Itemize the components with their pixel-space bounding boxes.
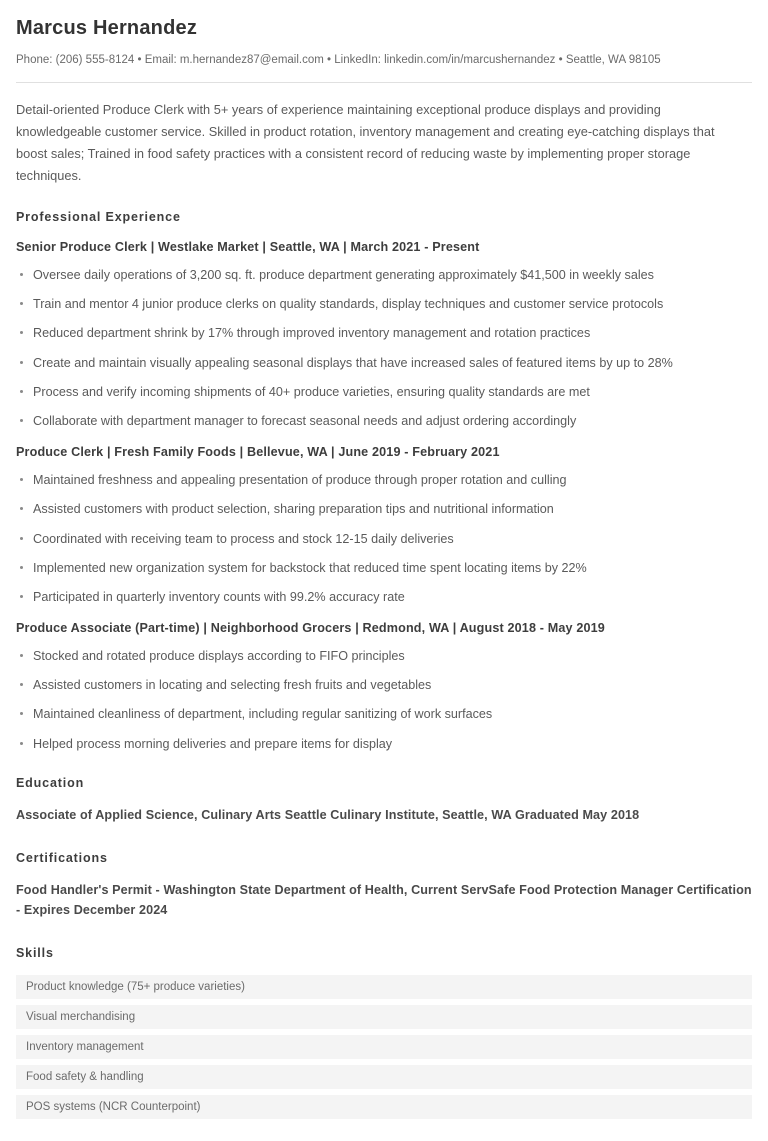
header-divider — [16, 82, 752, 83]
job-bullet: Stocked and rotated produce displays according to FIFO principles — [16, 647, 752, 665]
professional-summary: Detail-oriented Produce Clerk with 5+ years of experience maintaining exceptional produce displays and providing knowledgeable customer service. Skilled in product rotation, inventory management and creating eye-catching displays that boost sales; Trained in food safety practices with a consistent record of reducing waste by implementing proper storage techniques. — [16, 102, 715, 184]
job-title: Produce Associate (Part-time) | Neighborhood Grocers | Redmond, WA | August 2018 - May 2019 — [16, 621, 605, 636]
job-bullet: Maintained freshness and appealing presentation of produce through proper rotation and culling — [16, 471, 752, 489]
certifications-entry: Food Handler's Permit - Washington State Department of Health, Current ServSafe Food Protection Manager Certification - Expires December 2024 — [16, 882, 752, 918]
section-skills — [16, 945, 752, 1119]
job-title: Senior Produce Clerk | Westlake Market | Seattle, WA | March 2021 - Present — [16, 240, 480, 255]
skills-list — [16, 975, 752, 1119]
section-education — [16, 775, 752, 826]
job-bullet: Train and mentor 4 junior produce clerks on quality standards, display techniques and customer service protocols — [16, 295, 752, 313]
section-heading-experience: Professional Experience — [16, 210, 181, 225]
contact-info: Phone: (206) 555-8124 • Email: m.hernandez87@email.com • LinkedIn: linkedin.com/in/marcushernandez • Seattle, WA 98105 — [16, 54, 661, 66]
skill-item: Visual merchandising — [16, 1005, 752, 1029]
section-professional-experience — [16, 209, 752, 753]
page-title: Marcus Hernandez — [16, 17, 198, 39]
job-bullet: Process and verify incoming shipments of 40+ produce varieties, ensuring quality standards are met — [16, 383, 752, 401]
job-title: Produce Clerk | Fresh Family Foods | Bellevue, WA | June 2019 - February 2021 — [16, 445, 500, 460]
experience-entry — [16, 444, 752, 606]
job-bullet: Participated in quarterly inventory counts with 99.2% accuracy rate — [16, 588, 752, 606]
job-bullet: Assisted customers in locating and selecting fresh fruits and vegetables — [16, 676, 752, 694]
section-heading-skills: Skills — [16, 945, 54, 960]
experience-entry — [16, 620, 752, 753]
job-bullet: Maintained cleanliness of department, including regular sanitizing of work surfaces — [16, 705, 752, 723]
section-heading-education: Education — [16, 775, 85, 790]
job-bullet-list — [16, 471, 752, 606]
skill-item: Product knowledge (75+ produce varieties) — [16, 975, 752, 999]
job-bullet-list — [16, 647, 752, 753]
skill-item: POS systems (NCR Counterpoint) — [16, 1095, 752, 1119]
job-bullet: Assisted customers with product selection, sharing preparation tips and nutritional information — [16, 500, 752, 518]
job-bullet-list — [16, 266, 752, 431]
job-bullet: Helped process morning deliveries and prepare items for display — [16, 735, 752, 753]
section-certifications — [16, 850, 752, 921]
experience-entry — [16, 239, 752, 430]
job-bullet: Collaborate with department manager to forecast seasonal needs and adjust ordering accordingly — [16, 412, 752, 430]
job-bullet: Reduced department shrink by 17% through improved inventory management and rotation practices — [16, 324, 752, 342]
job-bullet: Create and maintain visually appealing seasonal displays that have increased sales of featured items by up to 28% — [16, 354, 752, 372]
skill-item: Food safety & handling — [16, 1065, 752, 1089]
job-bullet: Oversee daily operations of 3,200 sq. ft. produce department generating approximately $41,500 in weekly sales — [16, 266, 752, 284]
education-entry: Associate of Applied Science, Culinary Arts Seattle Culinary Institute, Seattle, WA Graduated May 2018 — [16, 808, 640, 823]
section-heading-certifications: Certifications — [16, 850, 108, 865]
job-bullet: Implemented new organization system for backstock that reduced time spent locating items by 22% — [16, 559, 752, 577]
job-bullet: Coordinated with receiving team to process and stock 12-15 daily deliveries — [16, 530, 752, 548]
skill-item: Inventory management — [16, 1035, 752, 1059]
